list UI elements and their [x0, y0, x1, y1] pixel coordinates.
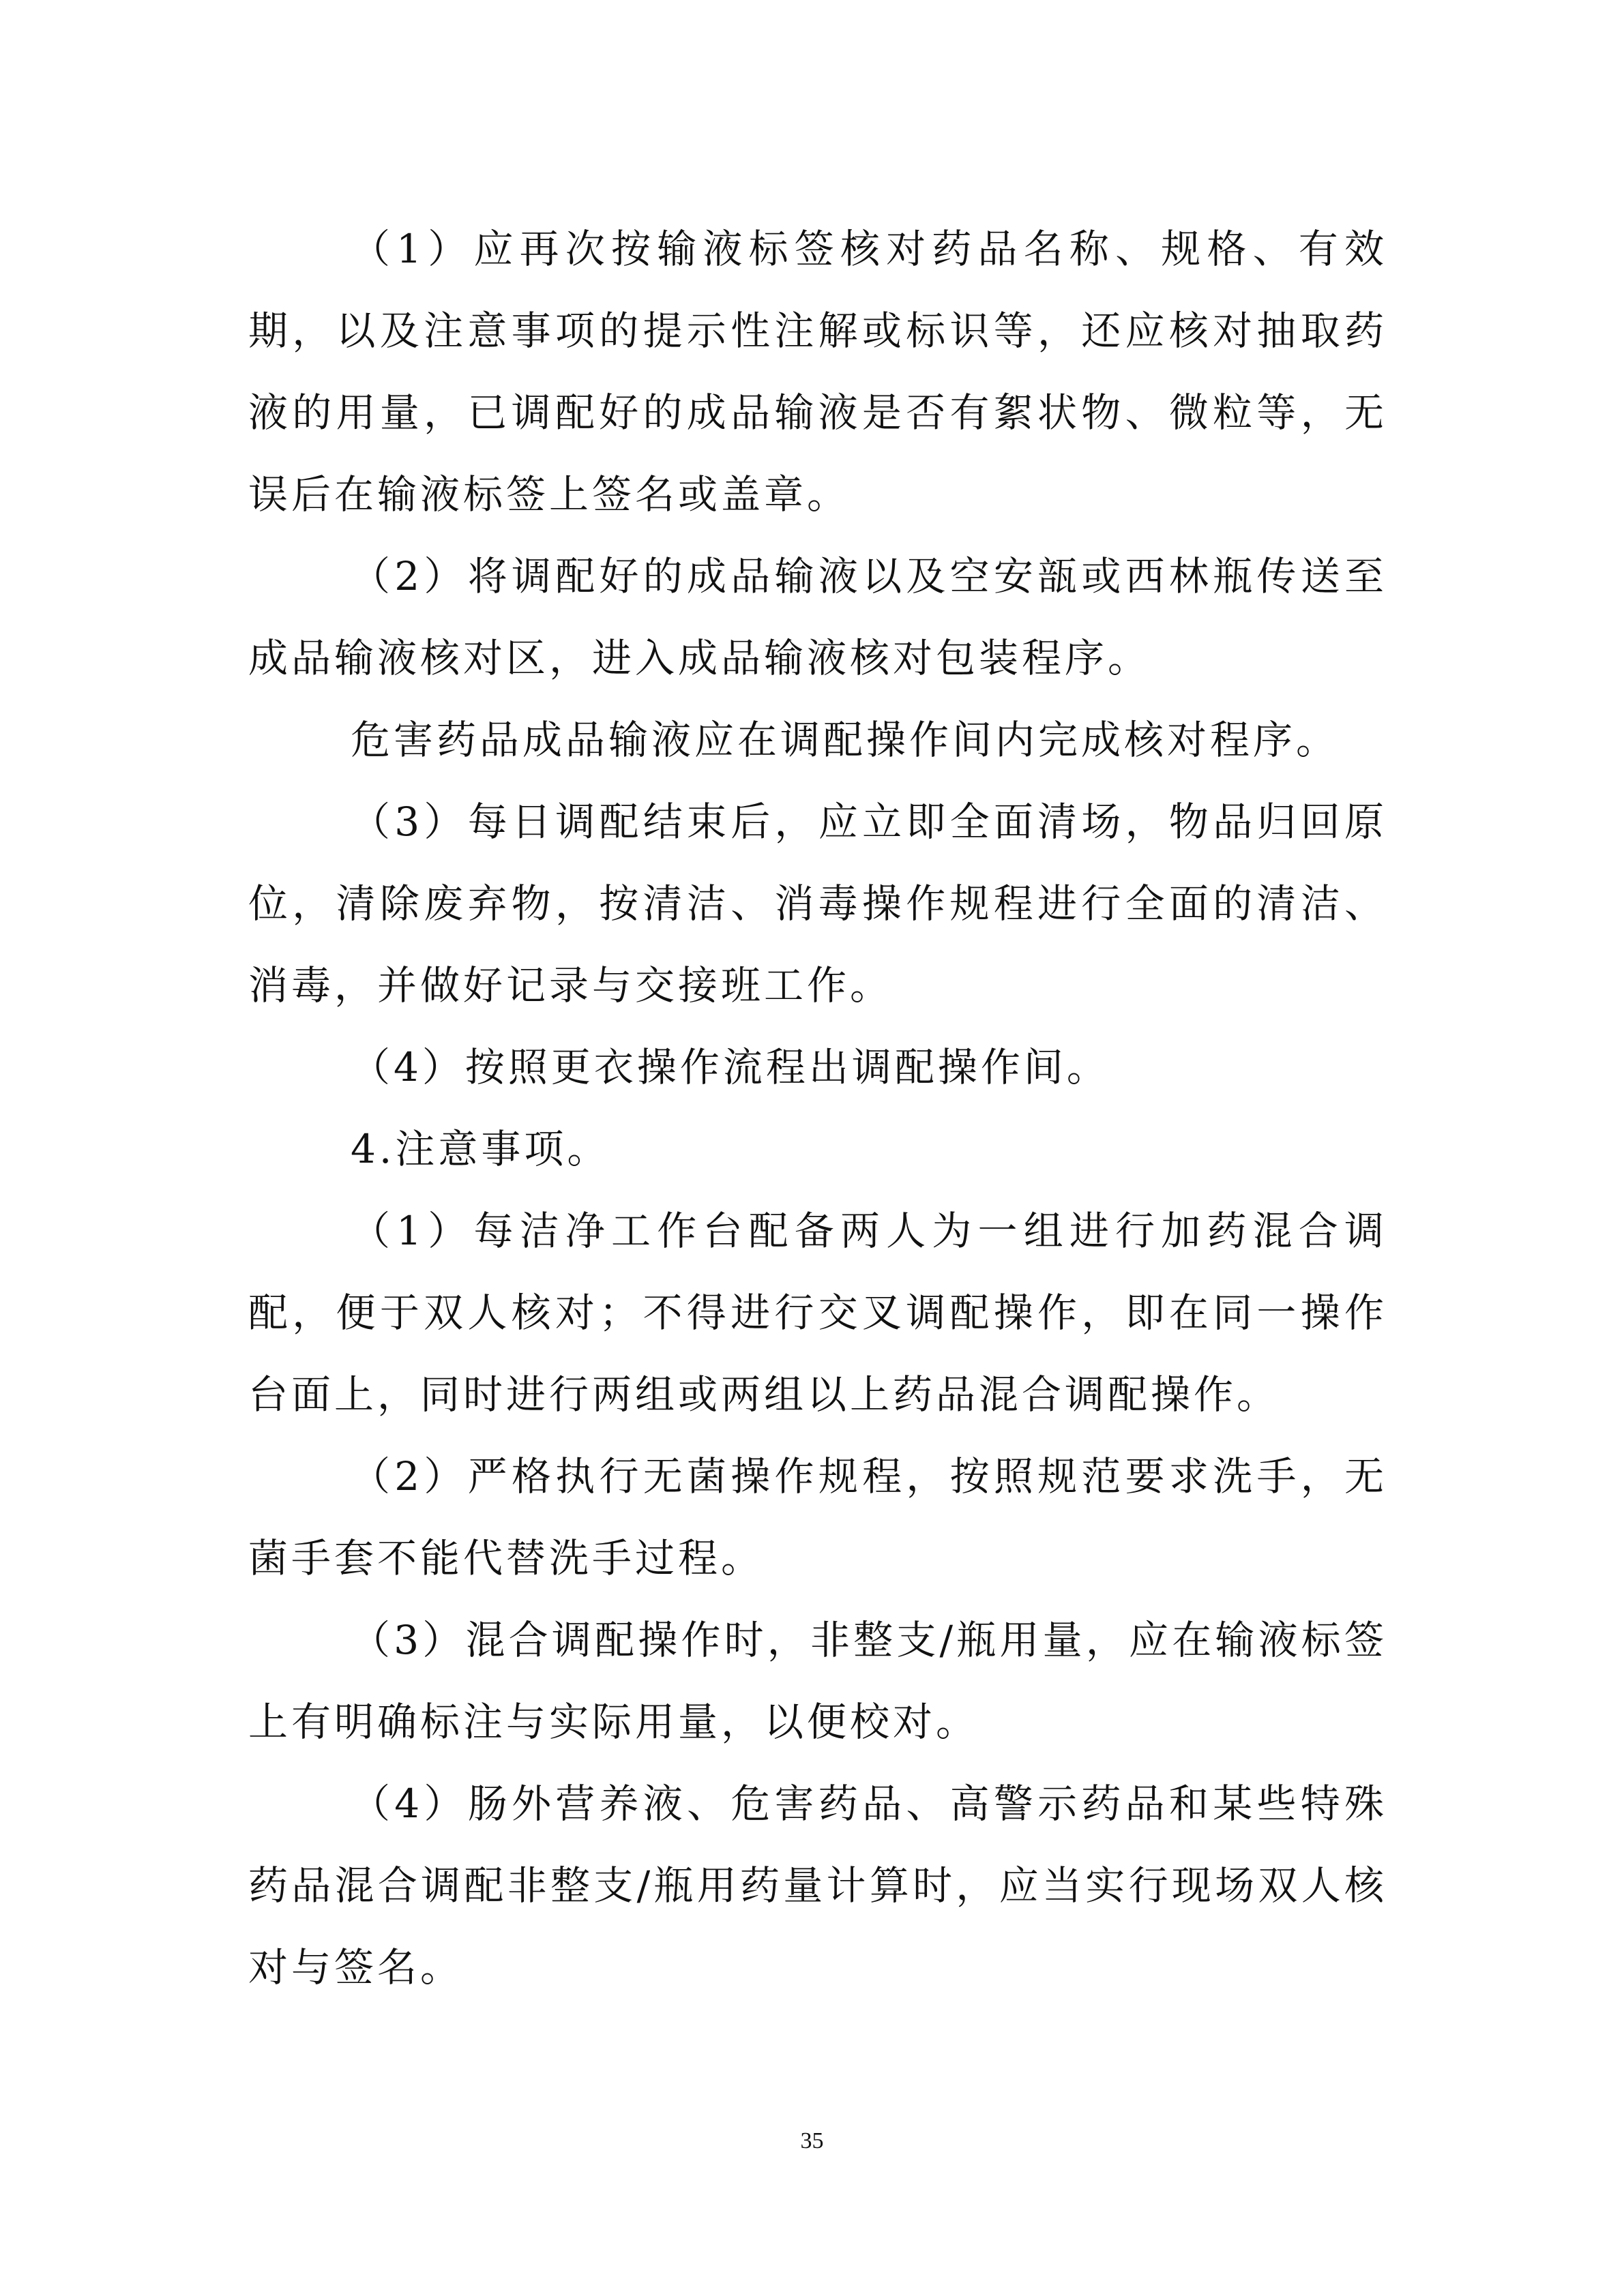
- section-heading-precautions: 4.注意事项。: [351, 1126, 610, 1172]
- paragraph-partial-dose-labeling: （3）混合调配操作时，非整支/瓶用量，应在输液标签上有明确标注与实际用量，以便校对。: [248, 1617, 1387, 1745]
- paragraph-hazardous-drugs-check: 危害药品成品输液应在调配操作间内完成核对程序。: [351, 717, 1340, 763]
- page-number: 35: [800, 2128, 824, 2153]
- paragraph-daily-cleaning: （3）每日调配结束后，应立即全面清场，物品归回原位，清除废弃物，按清洁、消毒操作规程进行全面的清洁、消毒，并做好记录与交接班工作。: [248, 799, 1387, 1009]
- paragraph-check-labels: （1）应再次按输液标签核对药品名称、规格、有效期，以及注意事项的提示性注解或标识等，还应核对抽取药液的用量，已调配好的成品输液是否有絮状物、微粒等，无误后在输液标签上签名或盖章。: [248, 226, 1387, 518]
- body-text: [248, 208, 1387, 2008]
- paragraph-two-person-team: （1）每洁净工作台配备两人为一组进行加药混合调配，便于双人核对；不得进行交叉调配操作，即在同一操作台面上，同时进行两组或两组以上药品混合调配操作。: [248, 1208, 1387, 1418]
- paragraph-aseptic-operation: （2）严格执行无菌操作规程，按照规范要求洗手，无菌手套不能代替洗手过程。: [248, 1453, 1387, 1581]
- paragraph-transfer-infusion: （2）将调配好的成品输液以及空安瓿或西林瓶传送至成品输液核对区，进入成品输液核对包装程序。: [248, 553, 1387, 681]
- paragraph-special-drugs-verification: （4）肠外营养液、危害药品、高警示药品和某些特殊药品混合调配非整支/瓶用药量计算时，应当实行现场双人核对与签名。: [248, 1780, 1387, 1991]
- paragraph-exit-procedure: （4）按照更衣操作流程出调配操作间。: [351, 1044, 1110, 1090]
